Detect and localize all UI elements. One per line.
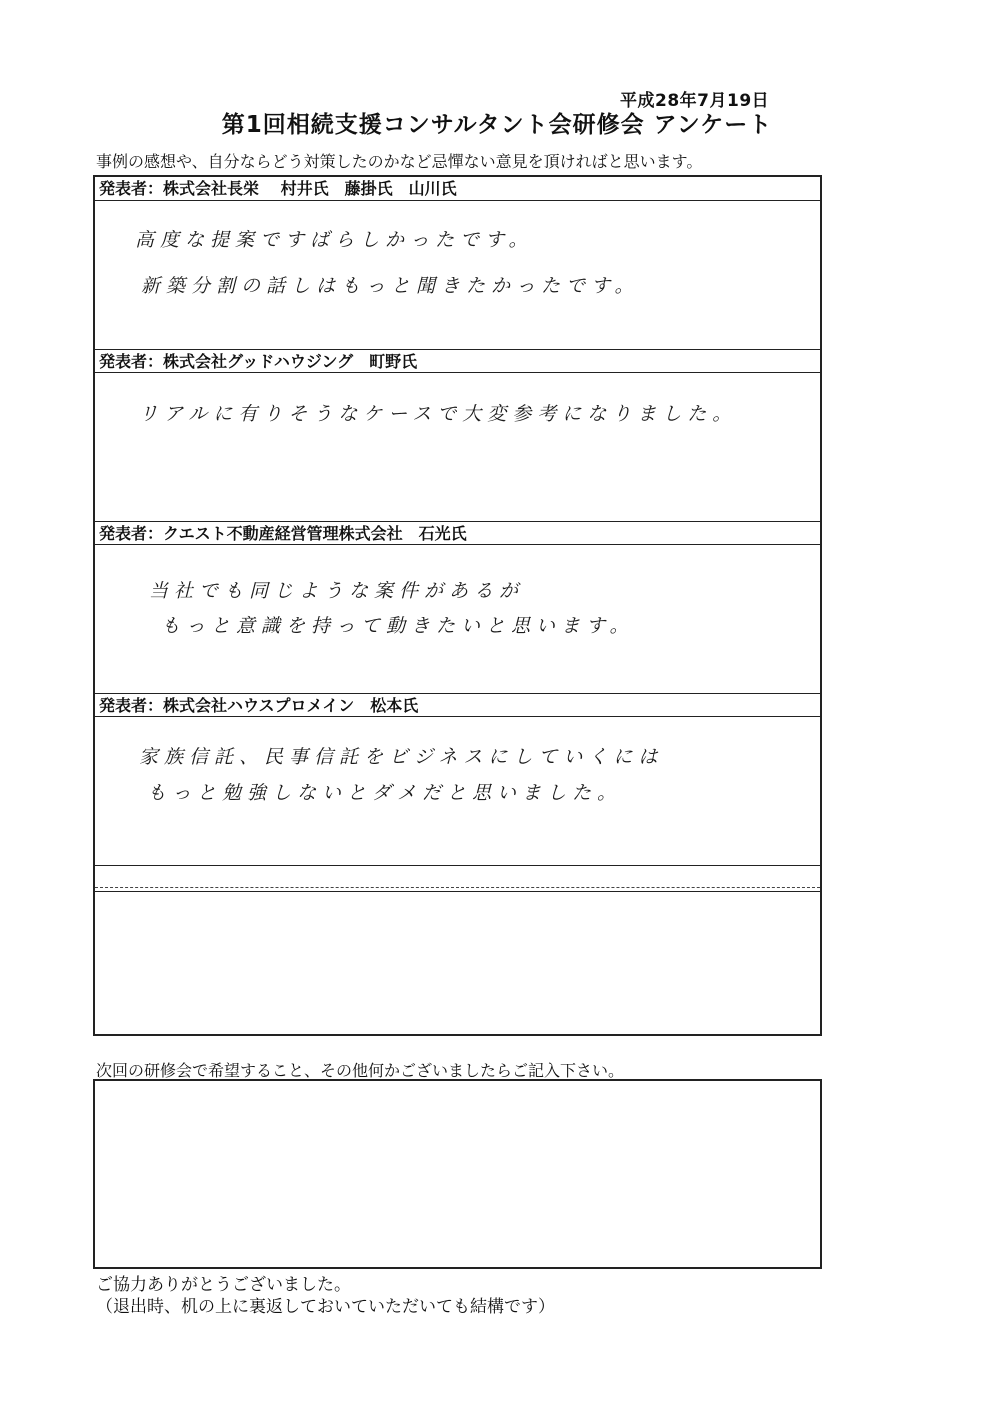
presenter-header-2: 発表者：株式会社グッドハウジング 町野氏 [95, 349, 820, 373]
page-title: 第1回相続支援コンサルタント会研修会 アンケート [221, 112, 773, 138]
instruction-text: 事例の感想や、自分ならどう対策したのかなど忌憚ない意見を頂ければと思います。 [96, 152, 703, 171]
handwritten-comment: 家族信託、民事信託をビジネスにしていくには [139, 746, 664, 768]
thanks-text: ご協力ありがとうございました。 [96, 1275, 351, 1295]
handwritten-comment: もっと勉強しないとダメだと思いました。 [147, 782, 623, 804]
blank-row-divider [95, 891, 820, 892]
feedback-sheet [93, 175, 822, 1036]
footer-note: （退出時、机の上に裏返しておいていただいても結構です） [96, 1297, 555, 1317]
blank-row-divider [95, 865, 820, 866]
handwritten-comment: 新築分割の話しはもっと聞きたかったです。 [141, 275, 640, 297]
next-request-label: 次回の研修会で希望すること、その他何かございましたらご記入下さい。 [96, 1061, 625, 1080]
handwritten-comment: もっと意識を持って動きたいと思います。 [161, 615, 635, 637]
presenter-header-1: 発表者：株式会社長栄 村井氏 藤掛氏 山川氏 [95, 177, 820, 201]
survey-date: 平成28年7月19日 [620, 91, 770, 111]
presenter-header-3: 発表者：クエスト不動産経営管理株式会社 石光氏 [95, 521, 820, 545]
handwritten-comment: 当社でも同じような案件があるが [149, 580, 525, 602]
presenter-header-4: 発表者：株式会社ハウスプロメイン 松本氏 [95, 693, 820, 717]
blank-row-divider [95, 887, 820, 888]
handwritten-comment: リアルに有りそうなケースで大変参考になりました。 [139, 403, 738, 425]
handwritten-comment: 高度な提案ですばらしかったです。 [135, 229, 534, 251]
next-request-box [93, 1079, 822, 1269]
